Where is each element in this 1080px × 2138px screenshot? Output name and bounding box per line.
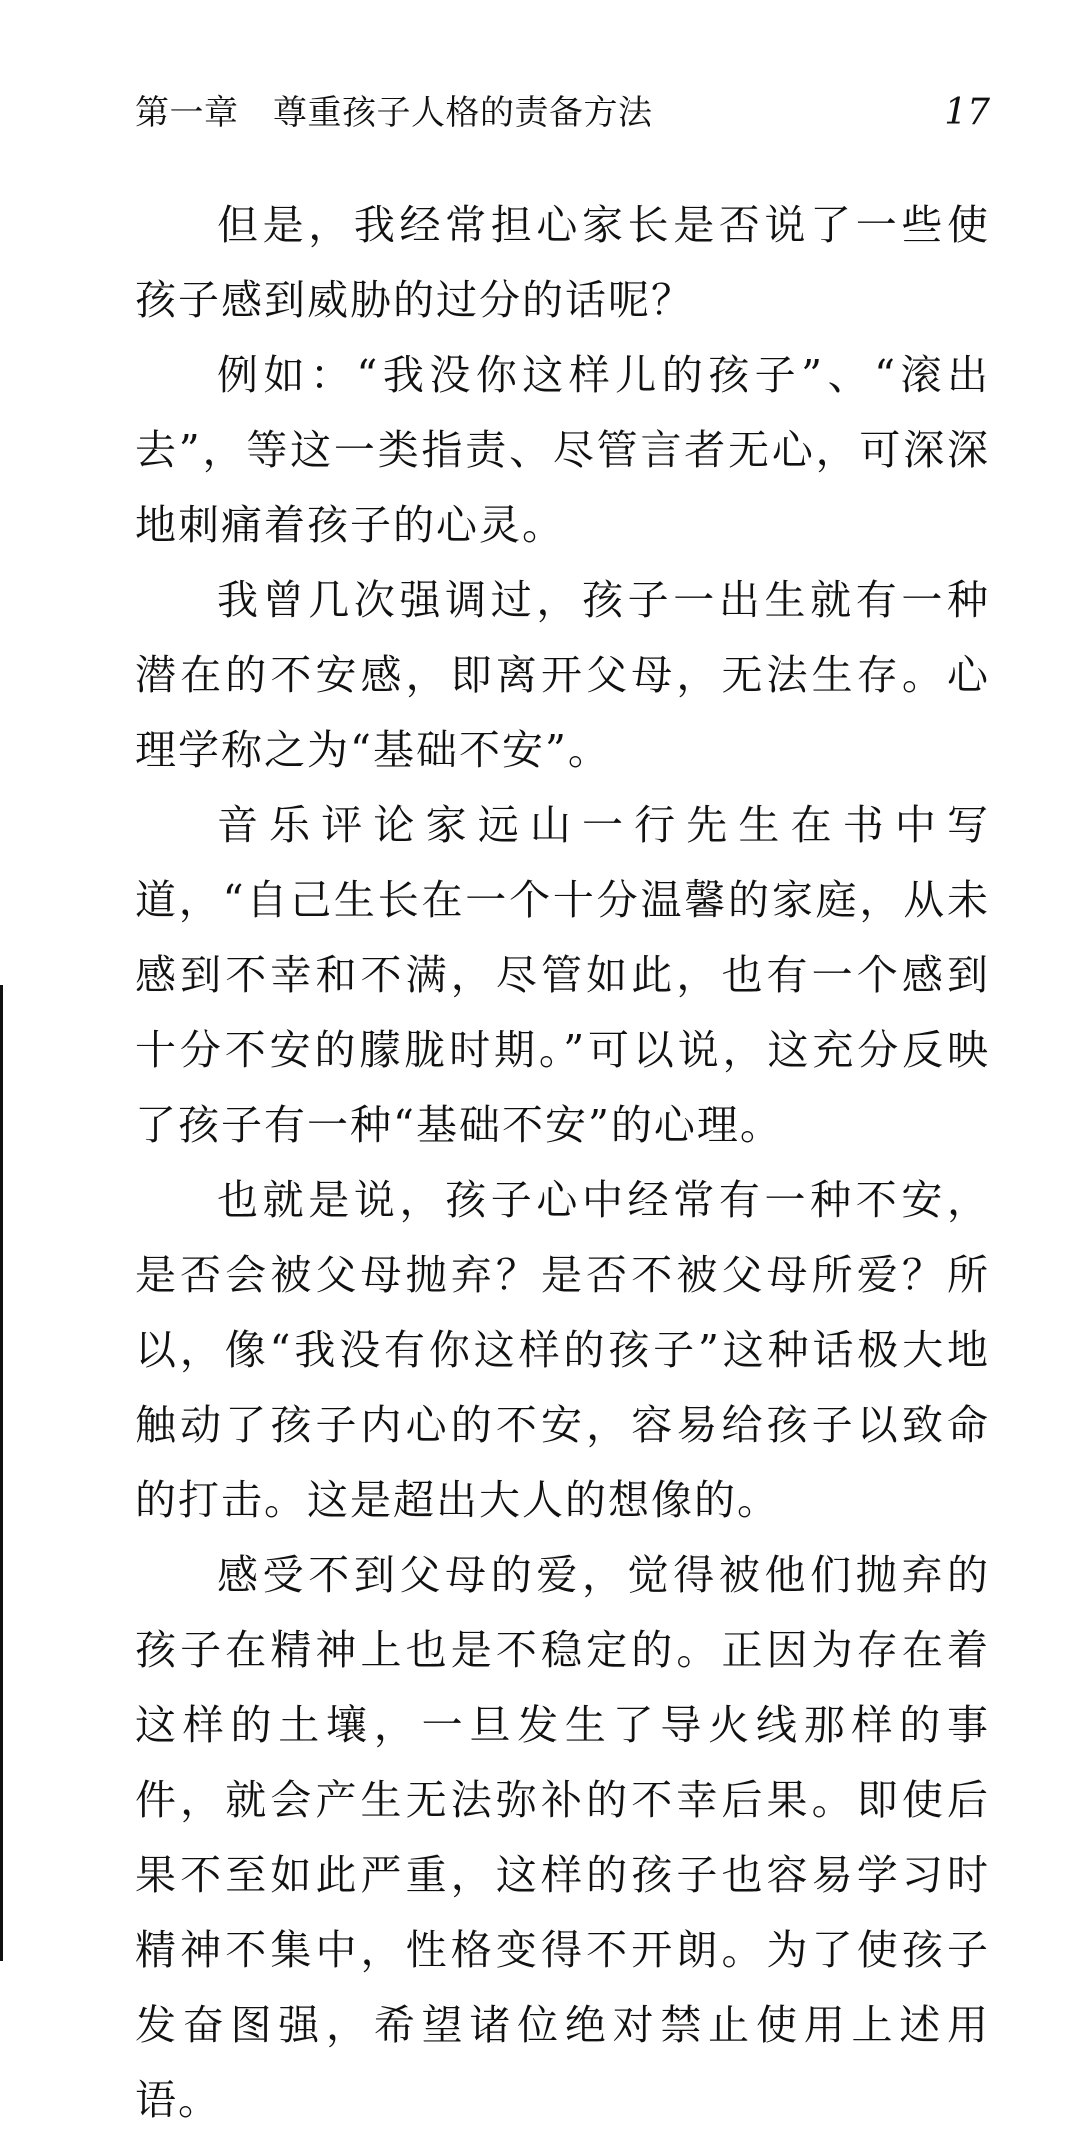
paragraph: 音乐评论家远山一行先生在书中写道，“自己生长在一个十分温馨的家庭，从未感到不幸和不满，尽管如此，也有一个感到十分不安的朦胧时期。”可以说，这充分反映了孩子有一种“基础不安”的心理。 [135, 801, 990, 1149]
page-edge-line [0, 985, 3, 1961]
chapter-title: 第一章 尊重孩子人格的责备方法 [135, 93, 653, 133]
page-header [135, 85, 990, 141]
paragraph: 感受不到父母的爱，觉得被他们抛弃的孩子在精神上也是不稳定的。正因为存在着这样的土壤，一旦发生了导火线那样的事件，就会产生无法弥补的不幸后果。即使后果不至如此严重，这样的孩子也容易学习时精神不集中，性格变得不开朗。为了使孩子发奋图强，希望诸位绝对禁止使用上述用语。 [135, 1551, 990, 2124]
paragraph: 我曾几次强调过，孩子一出生就有一种潜在的不安感，即离开父母，无法生存。心理学称之为“基础不安”。 [135, 576, 990, 774]
paragraph: 但是，我经常担心家长是否说了一些使孩子感到威胁的过分的话呢？ [135, 201, 990, 324]
body-text [135, 188, 990, 2138]
paragraph: 也就是说，孩子心中经常有一种不安，是否会被父母抛弃？是否不被父母所爱？所以，像“我没有你这样的孩子”这种话极大地触动了孩子内心的不安，容易给孩子以致命的打击。这是超出大人的想像的。 [135, 1176, 990, 1524]
page-number: 17 [944, 92, 990, 133]
paragraph: 例如：“我没你这样儿的孩子”、“滚出去”，等这一类指责、尽管言者无心，可深深地刺痛着孩子的心灵。 [135, 351, 990, 549]
